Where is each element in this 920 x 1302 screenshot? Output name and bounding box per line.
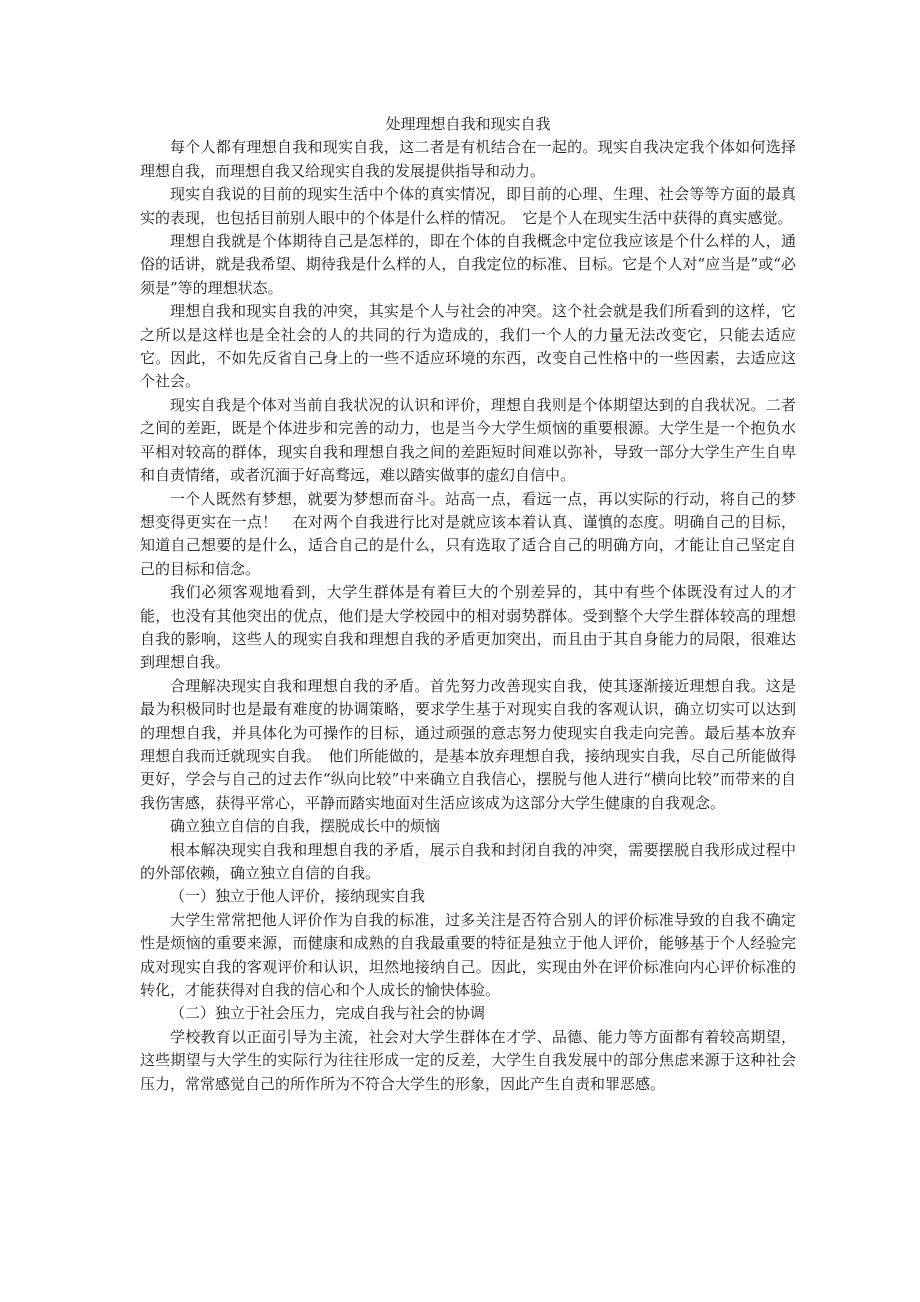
- subheading-one: （一）独立于他人评价，接纳现实自我: [170, 887, 426, 906]
- paragraph-intro: 每个人都有理想自我和现实自我，这二者是有机结合在一起的。现实自我决定我个体如何选择理想自我，而理想自我又给现实自我的发展提供指导和动力。: [140, 138, 796, 180]
- paragraph-conflict: 理想自我和现实自我的冲突，其实是个人与社会的冲突。这个社会就是我们所看到的这样，它之所以是这样也是全社会的人的共同的行为造成的，我们一个人的力量无法改变它，只能去适应它。因此，不如先反省自己身上的一些不适应环境的东西，改变自己性格中的一些因素，去适应这个社会。: [140, 302, 796, 391]
- paragraph-real-self: 现实自我说的目前的现实生活中个体的真实情况，即目前的心理、生理、社会等等方面的最真实的表现，也包括目前别人眼中的个体是什么样的情况。 它是个人在现实生活中获得的真实感觉。: [140, 185, 796, 227]
- paragraph-resolve: 合理解决现实自我和理想自我的矛盾。首先努力改善现实自我，使其逐渐接近理想自我。这是最为积极同时也是最有难度的协调策略，要求学生基于对现实自我的客观认识，确立切实可以达到的理想自我，并具体化为可操作的目标，通过顽强的意志努力使现实自我走向完善。最后基本放弃理想自我而迁就现实自我。 他们所能做的，是基本放弃理想自我，接纳现实自我，尽自己所能做得更好，学会与自己的过去作“纵向比较”中来确立自我信心，摆脱与他人进行“横向比较”而带来的自我伤害感，获得平常心，平静而踏实地面对生活应该成为这部分大学生健康的自我观念。: [140, 676, 796, 812]
- document-page: [140, 113, 796, 1096]
- paragraph-fundamental: 根本解决现实自我和理想自我的矛盾，展示自我和封闭自我的冲突，需要摆脱自我形成过程中的外部依赖，确立独立自信的自我。: [140, 840, 796, 882]
- paragraph-dream: 一个人既然有梦想，就要为梦想而奋斗。站高一点，看远一点，再以实际的行动，将自己的梦想变得更实在一点！ 在对两个自我进行比对是就应该本着认真、谨慎的态度。明确自己的目标，知道自己想要的是什么，适合自己的是什么，只有选取了适合自己的明确方向，才能让自己坚定自己的目标和信念。: [140, 489, 796, 578]
- paragraph-differences: 我们必须客观地看到，大学生群体是有着巨大的个别差异的，其中有些个体既没有过人的才能，也没有其他突出的优点，他们是大学校园中的相对弱势群体。受到整个大学生群体较高的理想自我的影响，这些人的现实自我和理想自我的矛盾更加突出，而且由于其自身能力的局限，很难达到理想自我。: [140, 583, 796, 672]
- paragraph-social-pressure: 学校教育以正面引导为主流，社会对大学生群体在才学、品德、能力等方面都有着较高期望，这些期望与大学生的实际行为往往形成一定的反差，大学生自我发展中的部分焦虑来源于这种社会压力，常常感觉自己的所作所为不符合大学生的形象，因此产生自责和罪恶感。: [140, 1027, 796, 1093]
- paragraph-gap: 现实自我是个体对当前自我状况的认识和评价，理想自我则是个体期望达到的自我状况。二者之间的差距，既是个体进步和完善的动力，也是当今大学生烦恼的重要根源。大学生是一个抱负水平相对较高的群体，现实自我和理想自我之间的差距短时间难以弥补，导致一部分大学生产生自卑和自责情绪，或者沉湎于好高骛远，难以踏实做事的虚幻自信中。: [140, 395, 796, 485]
- subheading-two: （二）独立于社会压力，完成自我与社会的协调: [170, 1004, 486, 1023]
- paragraph-evaluation: 大学生常常把他人评价作为自我的标准，过多关注是否符合别人的评价标准导致的自我不确定性是烦恼的重要来源，而健康和成熟的自我最重要的特征是独立于他人评价，能够基于个人经验完成对现实自我的客观评价和认识，坦然地接纳自己。因此，实现由外在评价标准向内心评价标准的转化，才能获得对自我的信心和个人成长的愉快体验。: [140, 910, 796, 1000]
- paragraph-ideal-self: 理想自我就是个体期待自己是怎样的，即在个体的自我概念中定位我应该是个什么样的人，通俗的话讲，就是我希望、期待我是什么样的人，自我定位的标准、目标。它是个人对“应当是”或“必须是”等的理想状态。: [140, 232, 796, 297]
- page-title: 处理理想自我和现实自我: [385, 115, 551, 133]
- section-heading-independence: 确立独立自信的自我，摆脱成长中的烦恼: [170, 817, 441, 836]
